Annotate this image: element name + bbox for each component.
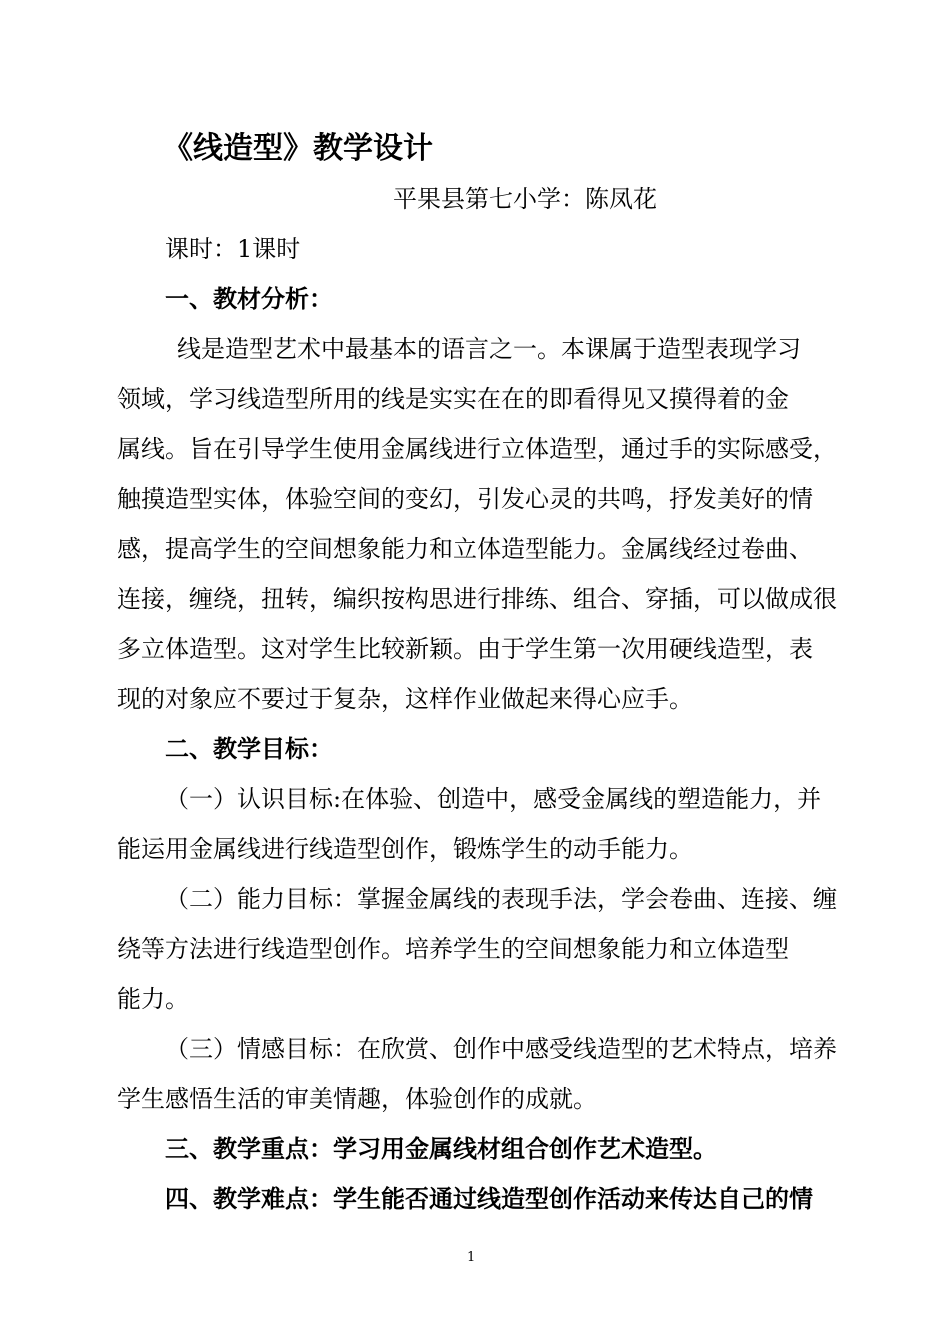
paragraph-line: 现的对象应不要过于复杂，这样作业做起来得心应手。 [117,685,693,713]
paragraph-line: 多立体造型。这对学生比较新颖。由于学生第一次用硬线造型，表 [117,635,813,663]
goal-line: （三）情感目标：在欣赏、创作中感受线造型的艺术特点，培养 [165,1035,837,1063]
goal-line: 能力。 [117,985,189,1013]
goal-line: （二）能力目标：掌握金属线的表现手法，学会卷曲、连接、缠 [165,885,837,913]
duration-line: 课时：1课时 [165,235,301,263]
paragraph-line: 领域，学习线造型所用的线是实实在在的即看得见又摸得着的金 [117,385,789,413]
paragraph-line: 线是造型艺术中最基本的语言之一。本课属于造型表现学习 [177,335,801,363]
goal-line: （一）认识目标:在体验、创造中，感受金属线的塑造能力，并 [165,785,822,813]
section-heading-textbook-analysis: 一、教材分析： [165,285,333,313]
section-heading-difficulties: 四、教学难点：学生能否通过线造型创作活动来传达自己的情 [165,1185,813,1213]
paragraph-line: 属线。旨在引导学生使用金属线进行立体造型，通过手的实际感受， [117,435,837,463]
paragraph-line: 连接，缠绕，扭转，编织按构思进行排练、组合、穿插，可以做成很 [117,585,837,613]
document-title: 《线造型》教学设计 [163,131,433,166]
author-line: 平果县第七小学：陈凤花 [393,185,657,213]
goal-line: 绕等方法进行线造型创作。培养学生的空间想象能力和立体造型 [117,935,789,963]
section-heading-key-points: 三、教学重点：学习用金属线材组合创作艺术造型。 [165,1135,717,1163]
goal-line: 能运用金属线进行线造型创作，锻炼学生的动手能力。 [117,835,693,863]
goal-line: 学生感悟生活的审美情趣，体验创作的成就。 [117,1085,597,1113]
paragraph-line: 感，提高学生的空间想象能力和立体造型能力。金属线经过卷曲、 [117,535,813,563]
paragraph-line: 触摸造型实体，体验空间的变幻，引发心灵的共鸣，抒发美好的情 [117,485,813,513]
section-heading-teaching-goals: 二、教学目标： [165,735,333,763]
page-number: 1 [467,1250,476,1265]
